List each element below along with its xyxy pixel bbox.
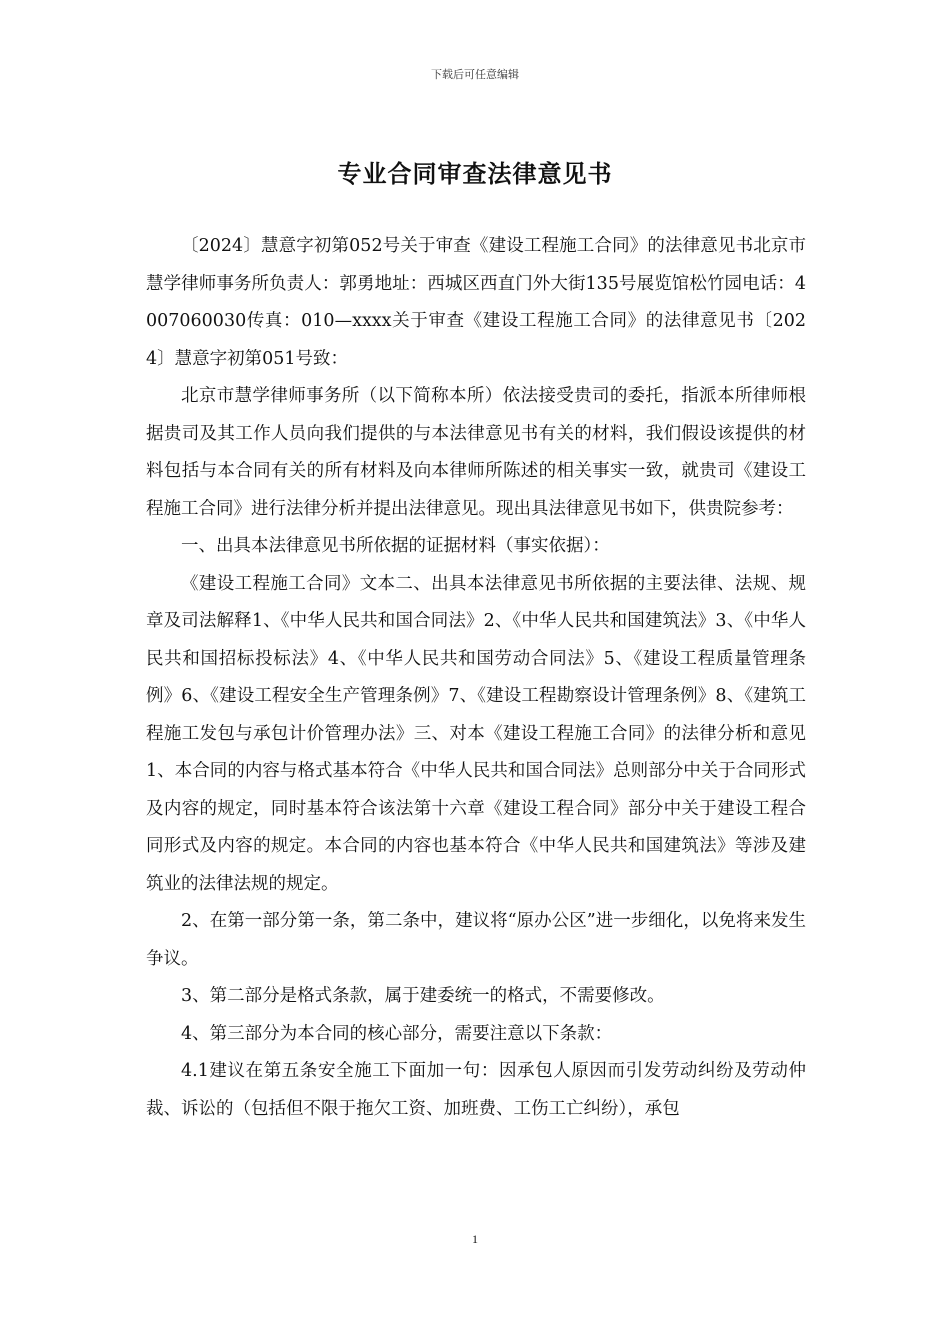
document-title: 专业合同审查法律意见书 bbox=[337, 160, 613, 188]
page-number: 1 bbox=[472, 1232, 478, 1246]
paragraph-item-2: 2、在第一部分第一条，第二条中，建议将“原办公区”进一步细化，以免将来发生争议。 bbox=[146, 911, 806, 969]
paragraph-intro: 北京市慧学律师事务所（以下简称本所）依法接受贵司的委托，指派本所律师根据贵司及其工作人员向我们提供的与本法律意见书有关的材料，我们假设该提供的材料包括与本合同有关的所有材料及向本律师所陈述的相关事实一致，就贵司《建设工程施工合同》进行法律分析并提出法律意见。现出具法律意见书如下，供贵院参考： bbox=[146, 386, 806, 519]
paragraph-item-4: 4、第三部分为本合同的核心部分，需要注意以下条款： bbox=[181, 1023, 613, 1044]
document-body bbox=[146, 228, 806, 1128]
paragraph-item-3: 3、第二部分是格式条款，属于建委统一的格式，不需要修改。 bbox=[181, 986, 665, 1006]
paragraph-item-4-1: 4.1建议在第五条安全施工下面加一句：因承包人原因而引发劳动纠纷及劳动仲裁、诉讼的（包括但不限于拖欠工资、加班费、工伤工亡纠纷），承包 bbox=[146, 1061, 806, 1119]
paragraph-section-1: 一、出具本法律意见书所依据的证据材料（事实依据）： bbox=[181, 536, 610, 556]
paragraph-legal-basis: 《建设工程施工合同》文本二、出具本法律意见书所依据的主要法律、法规、规章及司法解释1、《中华人民共和国合同法》2、《中华人民共和国建筑法》3、《中华人民共和国招标投标法》4、《中华人民共和国劳动合同法》5、《建设工程质量管理条例》6、《建设工程安全生产管理条例》7、《建设工程勘察设计管理条例》8、《建筑工程施工发包与承包计价管理办法》三、对本《建设工程施工合同》的法律分析和意见1、本合同的内容与格式基本符合《中华人民共和国合同法》总则部分中关于合同形式及内容的规定，同时基本符合该法第十六章《建设工程合同》部分中关于建设工程合同形式及内容的规定。本合同的内容也基本符合《中华人民共和国建筑法》等涉及建筑业的法律法规的规定。 bbox=[146, 573, 806, 894]
header-note: 下载后可任意编辑 bbox=[431, 68, 519, 81]
paragraph-reference: 〔2024〕慧意字初第052号关于审查《建设工程施工合同》的法律意见书北京市慧学律师事务所负责人：郭勇地址：西城区西直门外大街135号展览馆松竹园电话：4007060030传真：010—xxxx关于审查《建设工程施工合同》的法律意见书〔2024〕慧意字初第051号致： bbox=[146, 236, 806, 369]
